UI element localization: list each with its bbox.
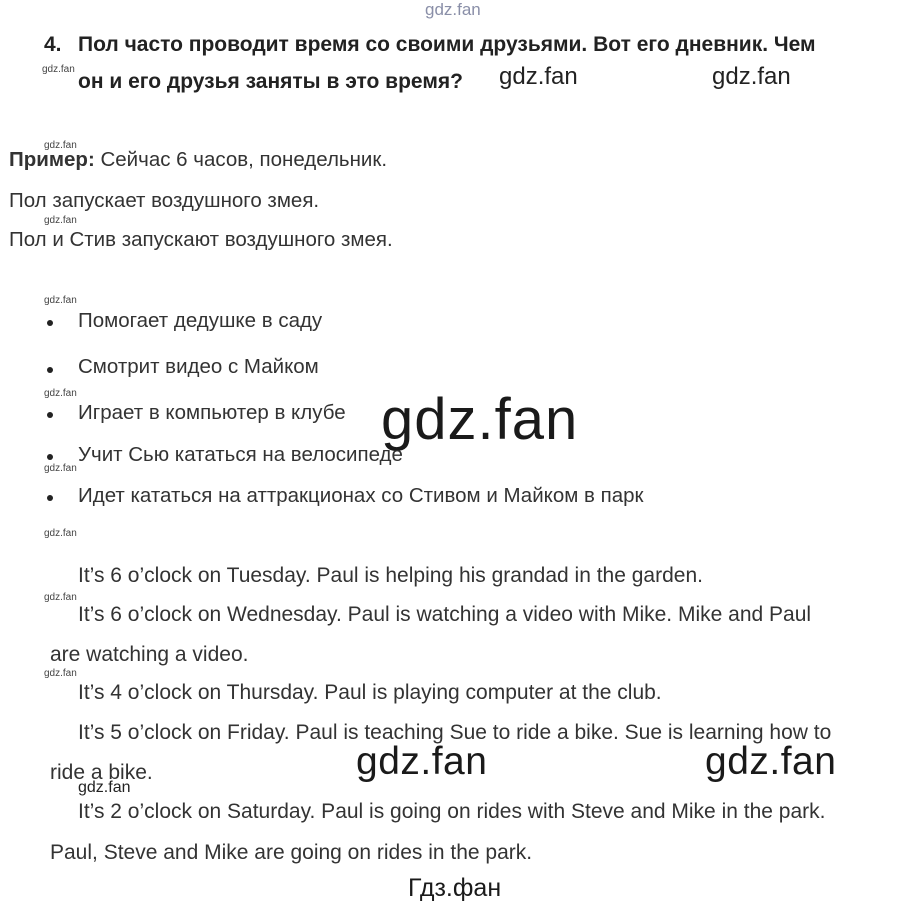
task-number: 4. (44, 33, 62, 56)
bullet-item: Помогает дедушке в саду (78, 309, 323, 332)
watermark-tiny: gdz.fan (44, 388, 77, 399)
watermark-tiny: gdz.fan (44, 463, 77, 474)
answer-line: Paul, Steve and Mike are going on rides in the park. (50, 841, 533, 864)
bullet-item: Смотрит видео с Майком (78, 355, 319, 378)
watermark-big: gdz.fan (381, 387, 579, 452)
task-line-2: он и его друзья заняты в это время? (78, 70, 463, 93)
answer-line: It’s 6 o’clock on Wednesday. Paul is watching a video with Mike. Mike and Paul (78, 603, 812, 626)
bullet-dot (47, 367, 53, 373)
watermark-mid: gdz.fan (705, 740, 837, 783)
watermark-tiny: gdz.fan (44, 592, 77, 603)
watermark-tiny: gdz.fan (44, 215, 77, 226)
watermark-small: gdz.fan (712, 63, 791, 90)
answer-line: It’s 6 o’clock on Tuesday. Paul is helping his grandad in the garden. (78, 564, 703, 587)
task-line-1: Пол часто проводит время со своими друзьями. Вот его дневник. Чем (78, 33, 816, 56)
watermark-top: gdz.fan (425, 0, 481, 19)
bullet-item: Идет кататься на аттракционах со Стивом и Майком в парк (78, 484, 644, 507)
answer-line: It’s 2 o’clock on Saturday. Paul is going on rides with Steve and Mike in the park. (78, 800, 826, 823)
watermark-small: gdz.fan (499, 63, 578, 90)
bullet-dot (47, 454, 53, 460)
watermark-mid: gdz.fan (356, 740, 488, 783)
watermark-tiny: gdz.fan (44, 140, 77, 151)
example-text: Сейчас 6 часов, понедельник. (94, 148, 388, 171)
answer-line: It’s 4 o’clock on Thursday. Paul is playing computer at the club. (78, 681, 662, 704)
example-line-2: Пол запускает воздушного змея. (9, 189, 320, 212)
watermark-footer: Гдз.фан (408, 874, 502, 902)
watermark-tiny: gdz.fan (44, 668, 77, 679)
answer-line: ride a bike. (50, 761, 153, 784)
bullet-dot (47, 495, 53, 501)
example-line-3: Пол и Стив запускают воздушного змея. (9, 228, 393, 251)
bullet-dot (47, 320, 53, 326)
watermark-small: gdz.fan (78, 779, 131, 796)
answer-line: It’s 5 o’clock on Friday. Paul is teaching Sue to ride a bike. Sue is learning how to (78, 721, 832, 744)
example-line-1 (9, 148, 387, 172)
bullet-dot (47, 412, 53, 418)
answer-line: are watching a video. (50, 643, 249, 666)
watermark-tiny: gdz.fan (44, 295, 77, 306)
watermark-tiny: gdz.fan (44, 528, 77, 539)
bullet-item: Учит Сью кататься на велосипеде (78, 443, 403, 466)
watermark-tiny: gdz.fan (42, 64, 75, 75)
bullet-item: Играет в компьютер в клубе (78, 401, 346, 424)
example-label: Пример: (9, 148, 95, 171)
